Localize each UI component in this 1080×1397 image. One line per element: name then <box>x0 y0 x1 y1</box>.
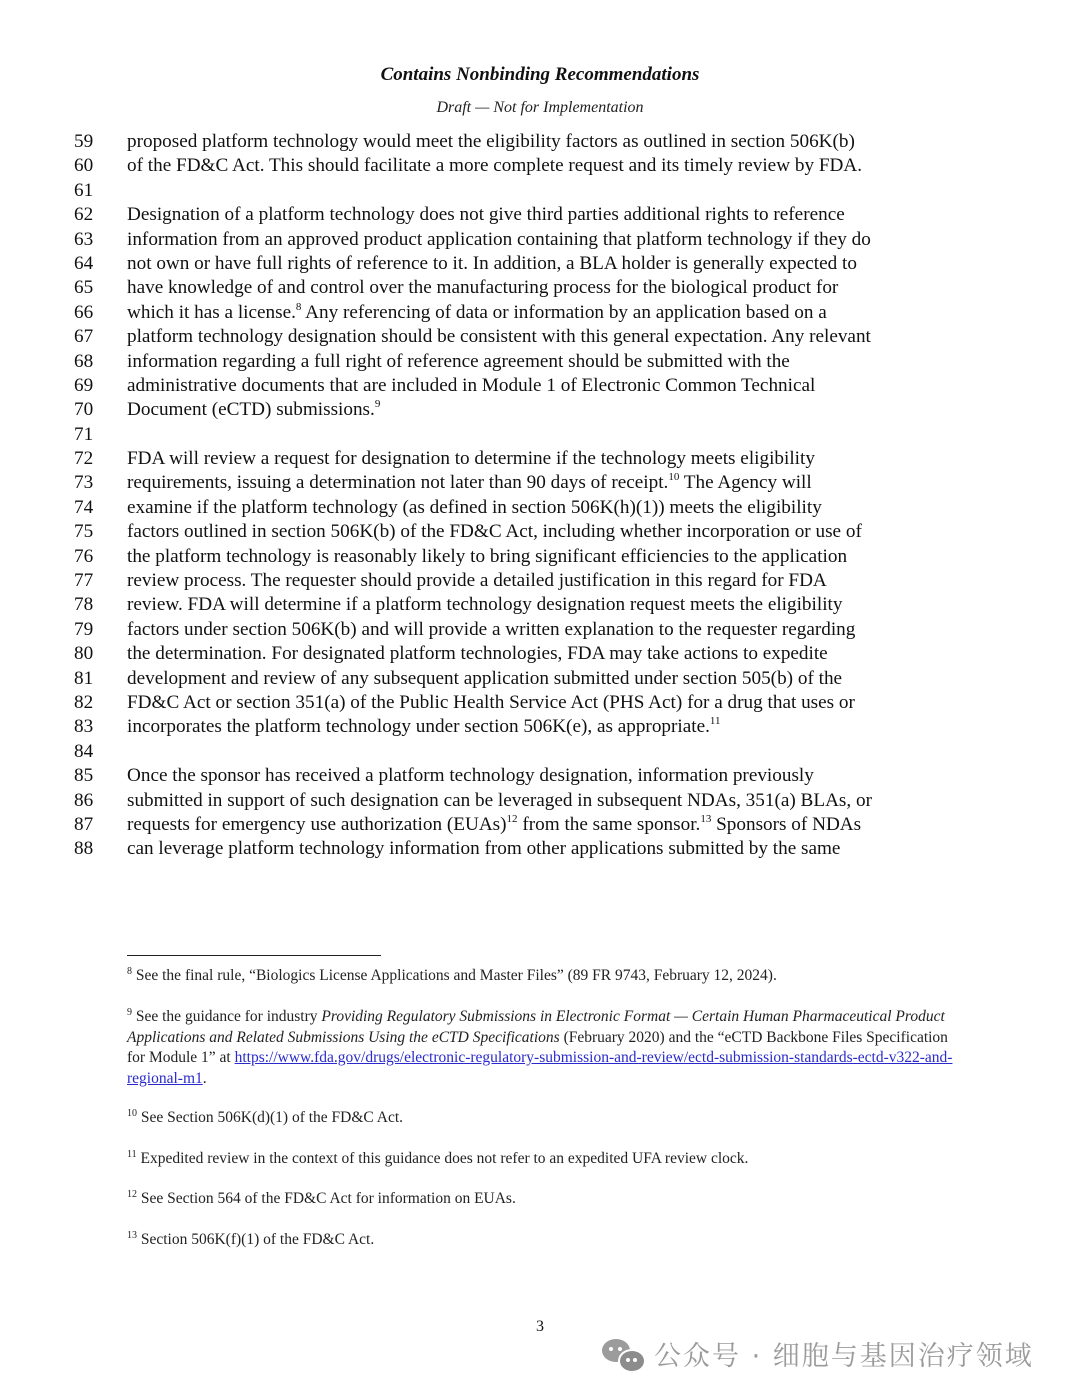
line-text <box>127 350 790 374</box>
page-number: 3 <box>536 1318 544 1335</box>
line-text <box>127 130 855 154</box>
line-segment: from the same sponsor. <box>517 813 701 835</box>
line-text <box>127 374 815 398</box>
line-number: 77 <box>74 570 94 592</box>
footnote-12 <box>127 1189 957 1210</box>
line-segment: of the FD&C Act. This should facilitate a more complete request and its timely review by FDA. <box>127 155 863 177</box>
line-number: 61 <box>74 179 94 201</box>
document-line <box>0 130 1080 154</box>
fda-ectd-link[interactable]: https://www.fda.gov/drugs/electronic-regulatory-submission-and-review/ectd-submission-standards-ectd-v322-and-regional-m1 <box>127 1049 953 1087</box>
guidance-title: Providing Regulatory Submissions in Electronic Format — Certain Human Pharmaceutical Product Applications and Related Submissions Using the eCTD Specifications <box>127 1008 945 1046</box>
document-line <box>0 179 1080 203</box>
line-segment: the determination. For designated platform technologies, FDA may take actions to expedite <box>127 643 828 665</box>
line-segment: can leverage platform technology information from other applications submitted by the same <box>127 838 841 860</box>
footnote-13 <box>127 1230 957 1251</box>
footnote-text: See Section 564 of the FD&C Act for information on EUAs. <box>137 1190 516 1207</box>
footnote-reference[interactable]: 8 <box>295 300 302 313</box>
line-segment: development and review of any subsequent application submitted under section 505(b) of the <box>127 667 843 689</box>
footnote-reference[interactable]: 12 <box>506 812 518 825</box>
line-number: 81 <box>74 667 94 689</box>
footnote-9 <box>127 1007 957 1089</box>
footnote-11 <box>127 1149 957 1170</box>
line-text <box>127 447 815 471</box>
document-line <box>0 374 1080 398</box>
line-segment: examine if the platform technology (as defined in section 506K(h)(1)) meets the eligibility <box>127 496 822 518</box>
line-number: 68 <box>74 350 94 372</box>
document-line <box>0 691 1080 715</box>
line-text <box>127 569 827 593</box>
footnote-marker: 10 <box>127 1108 137 1119</box>
footnote-marker: 8 <box>127 966 132 977</box>
line-number: 64 <box>74 252 94 274</box>
line-number: 63 <box>74 228 94 250</box>
wechat-icon <box>602 1337 646 1371</box>
watermark-text: 公众号 · 细胞与基因治疗领域 <box>654 1341 1034 1372</box>
line-segment: information regarding a full right of reference agreement should be submitted with the <box>127 350 790 372</box>
line-number: 70 <box>74 399 94 421</box>
line-number: 67 <box>74 326 94 348</box>
line-text <box>127 691 855 715</box>
line-number: 84 <box>74 740 94 762</box>
line-segment: Once the sponsor has received a platform technology designation, information previously <box>127 765 814 787</box>
line-text <box>127 545 847 569</box>
document-line <box>0 228 1080 252</box>
line-number: 74 <box>74 496 94 518</box>
line-number: 72 <box>74 448 94 470</box>
line-segment: factors outlined in section 506K(b) of the FD&C Act, including whether incorporation or use of <box>127 521 862 543</box>
line-segment: have knowledge of and control over the manufacturing process for the biological product for <box>127 277 839 299</box>
document-line <box>0 740 1080 764</box>
footnote-text: See Section 506K(d)(1) of the FD&C Act. <box>137 1109 404 1126</box>
line-segment: FDA will review a request for designation to determine if the technology meets eligibility <box>127 448 815 470</box>
line-segment: review. FDA will determine if a platform technology designation request meets the eligibility <box>127 594 843 616</box>
line-segment: The Agency will <box>679 472 812 494</box>
line-segment: the platform technology is reasonably likely to bring significant efficiencies to the application <box>127 545 848 567</box>
document-line <box>0 837 1080 861</box>
line-segment: FD&C Act or section 351(a) of the Public Health Service Act (PHS Act) for a drug that uses or <box>127 691 855 713</box>
line-number: 76 <box>74 545 94 567</box>
document-line <box>0 789 1080 813</box>
header-subtitle: Draft — Not for Implementation <box>436 99 644 116</box>
document-line <box>0 618 1080 642</box>
document-line <box>0 276 1080 300</box>
document-line <box>0 471 1080 495</box>
body-text <box>0 130 1080 862</box>
line-number: 82 <box>74 691 94 713</box>
line-segment: requirements, issuing a determination not later than 90 days of receipt. <box>127 472 669 494</box>
line-text <box>127 325 871 349</box>
line-number: 78 <box>74 594 94 616</box>
line-segment: Designation of a platform technology does not give third parties additional rights to reference <box>127 204 845 226</box>
document-line <box>0 398 1080 422</box>
footnote-text: (February 2020) and the “eCTD Backbone Files Specification for Module 1” at <box>127 1028 948 1066</box>
document-line <box>0 715 1080 739</box>
footnote-reference[interactable]: 11 <box>709 715 721 728</box>
footnote-text: . <box>202 1069 207 1087</box>
footnote-text: Section 506K(f)(1) of the FD&C Act. <box>137 1231 375 1248</box>
footnote-reference[interactable]: 13 <box>700 812 712 825</box>
line-text <box>127 764 814 788</box>
document-line <box>0 423 1080 447</box>
line-text <box>127 642 828 666</box>
line-text <box>127 520 862 544</box>
line-text <box>127 203 845 227</box>
line-number: 79 <box>74 618 94 640</box>
line-number: 75 <box>74 521 94 543</box>
footnote-text: See the guidance for industry <box>132 1008 322 1025</box>
header-title: Contains Nonbinding Recommendations <box>380 64 700 85</box>
footnote-marker: 13 <box>127 1230 137 1241</box>
footnote-marker: 12 <box>127 1189 137 1200</box>
line-number: 69 <box>74 374 94 396</box>
line-number: 80 <box>74 643 94 665</box>
line-text <box>127 252 857 276</box>
line-text <box>127 618 855 642</box>
line-number: 86 <box>74 789 94 811</box>
document-line <box>0 203 1080 227</box>
document-line <box>0 667 1080 691</box>
line-number: 65 <box>74 277 94 299</box>
footnote-10 <box>127 1108 957 1129</box>
line-segment: Document (eCTD) submissions. <box>127 399 375 421</box>
document-line <box>0 350 1080 374</box>
line-text <box>127 471 812 495</box>
document-line <box>0 447 1080 471</box>
line-number: 83 <box>74 716 94 738</box>
line-number: 85 <box>74 765 94 787</box>
document-line <box>0 325 1080 349</box>
line-number: 88 <box>74 838 94 860</box>
line-segment: platform technology designation should be consistent with this general expectation. Any relevant <box>127 326 871 348</box>
footnote-text: Expedited review in the context of this guidance does not refer to an expedited UFA review clock. <box>136 1150 749 1167</box>
footnote-marker: 11 <box>127 1149 137 1160</box>
line-number: 62 <box>74 204 94 226</box>
line-text <box>127 276 838 300</box>
document-line <box>0 154 1080 178</box>
line-segment: proposed platform technology would meet the eligibility factors as outlined in section 506K(b) <box>127 131 855 152</box>
line-text <box>127 496 822 520</box>
line-number: 59 <box>74 131 94 152</box>
line-segment: information from an approved product application containing that platform technology if they do <box>127 228 871 250</box>
footnote-reference[interactable]: 10 <box>668 471 680 484</box>
document-line <box>0 301 1080 325</box>
document-line <box>0 569 1080 593</box>
footnote-reference[interactable]: 9 <box>374 398 381 411</box>
line-text <box>127 154 862 178</box>
line-text <box>127 837 840 861</box>
document-line <box>0 813 1080 837</box>
line-segment: Any referencing of data or information by an application based on a <box>301 301 827 323</box>
line-text <box>127 398 380 422</box>
line-number: 73 <box>74 472 94 494</box>
line-number: 87 <box>74 813 94 835</box>
line-text <box>127 593 842 617</box>
document-line <box>0 520 1080 544</box>
line-segment: incorporates the platform technology under section 506K(e), as appropriate. <box>127 716 710 738</box>
line-segment: submitted in support of such designation can be leveraged in subsequent NDAs, 351(a) BLAs, or <box>127 789 872 811</box>
footnote-marker: 9 <box>127 1007 132 1018</box>
line-text <box>127 301 827 325</box>
footnote-text: See the final rule, “Biologics License Applications and Master Files” (89 FR 9743, February 12, 2024). <box>132 967 777 984</box>
line-text <box>127 813 861 837</box>
line-text <box>127 715 720 739</box>
line-segment: requests for emergency use authorization (EUAs) <box>127 813 507 835</box>
line-text <box>127 789 872 813</box>
watermark <box>602 1334 1034 1373</box>
line-segment: which it has a license. <box>127 301 296 323</box>
line-number: 66 <box>74 301 94 323</box>
line-text <box>127 228 871 252</box>
line-segment: not own or have full rights of reference to it. In addition, a BLA holder is generally expected to <box>127 252 857 274</box>
line-segment: review process. The requester should provide a detailed justification in this regard for FDA <box>127 570 827 592</box>
document-line <box>0 496 1080 520</box>
footnote-8 <box>127 966 957 987</box>
document-line <box>0 764 1080 788</box>
line-segment: administrative documents that are included in Module 1 of Electronic Common Technical <box>127 374 816 396</box>
line-number: 71 <box>74 423 94 445</box>
document-line <box>0 642 1080 666</box>
document-line <box>0 593 1080 617</box>
line-segment: factors under section 506K(b) and will provide a written explanation to the requester regarding <box>127 618 856 640</box>
line-text <box>127 667 842 691</box>
document-line <box>0 252 1080 276</box>
footnote-divider <box>127 955 381 956</box>
line-number: 60 <box>74 155 94 177</box>
line-segment: Sponsors of NDAs <box>711 813 862 835</box>
document-line <box>0 545 1080 569</box>
